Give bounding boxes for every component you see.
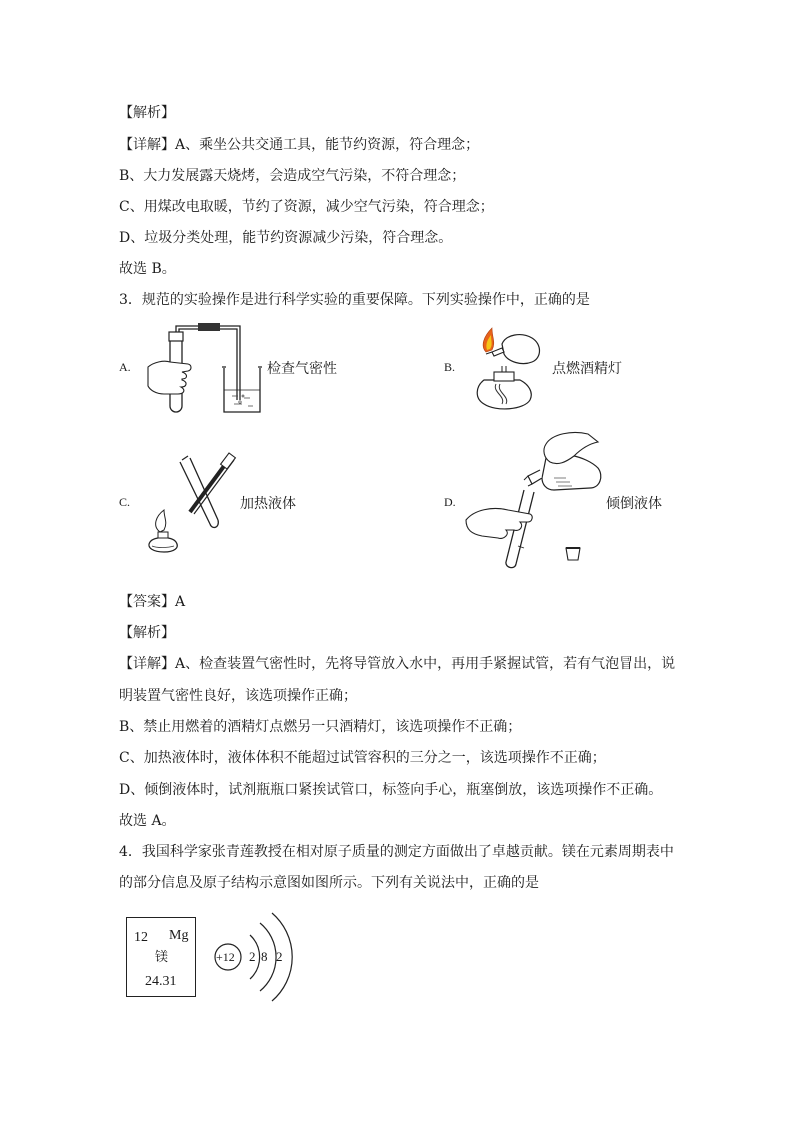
answer-value: A: [175, 594, 186, 610]
analysis-heading-2: 【解析】: [119, 625, 175, 641]
analysis-conclusion: 故选 B。: [119, 261, 176, 277]
detail-label: 【详解】: [119, 137, 175, 153]
nucleus-charge: +12: [216, 950, 235, 964]
detail-line-d: D、倾倒液体时，试剂瓶瓶口紧挨试管口，标签向手心，瓶塞倒放，该选项操作不正确。: [119, 782, 663, 798]
option-c-letter: C.: [119, 495, 131, 509]
periodic-table-cell: [126, 917, 196, 997]
pouring-liquid-icon: [462, 428, 604, 570]
element-symbol: Mg: [169, 928, 189, 943]
analysis-line-c: C、用煤改电取暖，节约了资源，减少空气污染，符合理念；: [119, 199, 494, 215]
detail-text: A、检查装置气密性时，先将导管放入水中，再用手紧握试管，若有气泡冒出，说: [175, 656, 676, 672]
shell-2-electrons: 8: [261, 949, 268, 964]
option-a-caption: 检查气密性: [267, 361, 337, 377]
option-a-letter: A.: [119, 360, 131, 374]
analysis-text: A、乘坐公共交通工具，能节约资源，符合理念；: [175, 137, 480, 153]
detail-line-a-cont: 明装置气密性良好，该选项操作正确；: [119, 688, 357, 704]
airtightness-check-icon: [140, 322, 265, 417]
atomic-number: 12: [134, 930, 148, 945]
analysis-heading-1: 【解析】: [119, 105, 175, 121]
lighting-alcohol-lamp-icon: [462, 322, 552, 414]
shell-3-electrons: 2: [276, 949, 283, 964]
question-4-stem-line-1: 4．我国科学家张青莲教授在相对原子质量的测定方面做出了卓越贡献。镁在元素周期表中: [119, 844, 674, 860]
atomic-mass: 24.31: [145, 974, 177, 989]
answer-line: [119, 592, 185, 612]
option-d-letter: D.: [444, 495, 456, 509]
shell-1-electrons: 2: [249, 949, 256, 964]
analysis-line-d: D、垃圾分类处理，能节约资源减少污染，符合理念。: [119, 230, 453, 246]
detail-line-c: C、加热液体时，液体体积不能超过试管容积的三分之一，该选项操作不正确；: [119, 750, 606, 766]
option-c-caption: 加热液体: [240, 496, 296, 512]
question-3-stem: 3．规范的实验操作是进行科学实验的重要保障。下列实验操作中，正确的是: [119, 292, 590, 308]
detail-label: 【详解】: [119, 656, 175, 672]
detail-line-b: B、禁止用燃着的酒精灯点燃另一只酒精灯，该选项操作不正确；: [119, 719, 522, 735]
heating-liquid-icon: [138, 452, 238, 554]
analysis-detail-line-a: [119, 135, 479, 155]
option-b-letter: B.: [444, 360, 456, 374]
option-d-caption: 倾倒液体: [606, 496, 662, 512]
detail-conclusion: 故选 A。: [119, 813, 176, 829]
analysis-line-b: B、大力发展露天烧烤，会造成空气污染，不符合理念；: [119, 168, 466, 184]
option-b-caption: 点燃酒精灯: [552, 361, 622, 377]
answer-label: 【答案】: [119, 594, 175, 610]
question-4-stem-line-2: 的部分信息及原子结构示意图如图所示。下列有关说法中，正确的是: [119, 875, 539, 891]
detail-line-a: [119, 654, 675, 674]
element-name: 镁: [155, 950, 169, 965]
